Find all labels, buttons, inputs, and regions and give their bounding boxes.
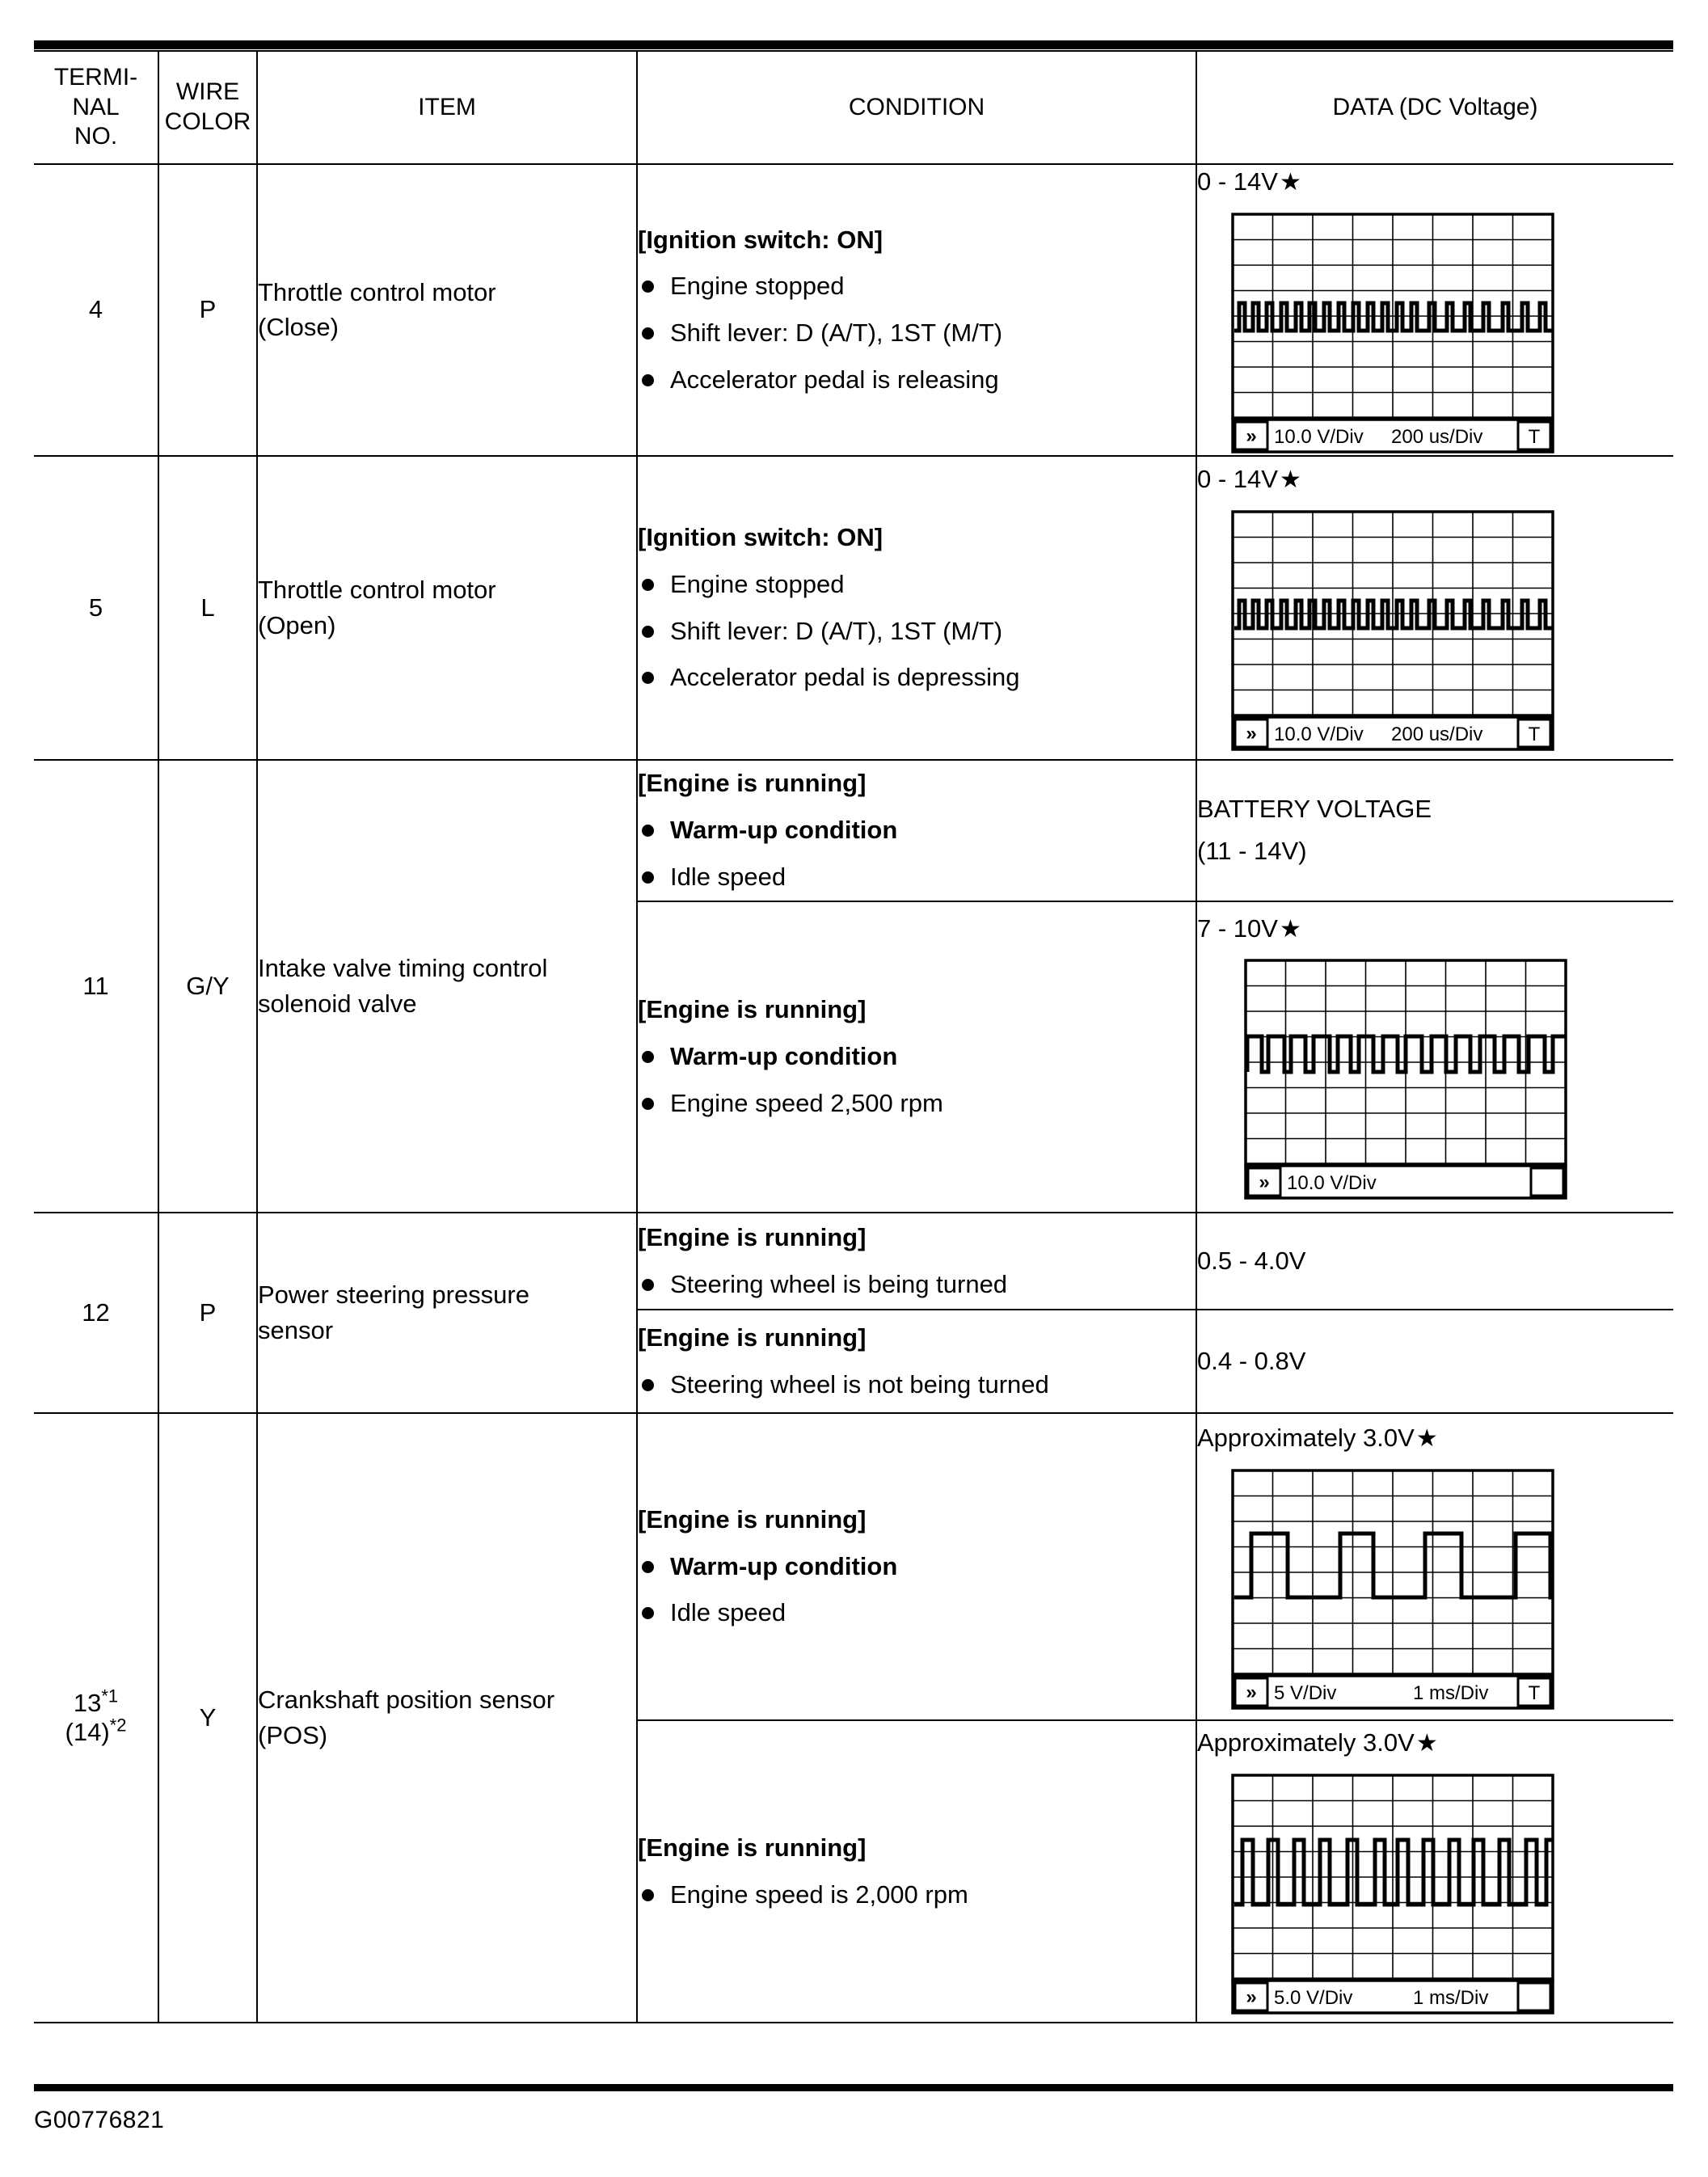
list-item: Idle speed [638,860,1196,894]
terminal-no-line2: NAL [72,93,120,120]
condition-bullet-list [638,567,1196,695]
condition-bullet-list [638,1368,1196,1402]
list-item: Engine stopped [638,269,1196,303]
table-body [34,164,1673,2023]
scope-time-per-div: 1 ms/Div [1413,1986,1489,2009]
list-item: Steering wheel is being turned [638,1268,1196,1302]
oscilloscope-waveform [1231,213,1673,455]
cell-item [257,164,637,456]
condition-heading: [Engine is running] [638,1323,867,1352]
star-icon: ★ [1415,1425,1438,1453]
data-voltage-value [1197,1726,1673,1761]
scope-svg [1231,213,1579,455]
voltage-text: Approximately 3.0V [1197,1424,1415,1453]
cell-data [1196,1213,1673,1310]
table-row [34,1213,1673,1310]
cell-terminal-no: 12 [34,1213,158,1413]
item-line1: Power steering pressure [258,1280,529,1310]
condition-bullet-list [638,1878,1196,1912]
voltage-text: 7 - 10V [1197,913,1278,943]
star-icon: ★ [1279,169,1301,196]
cell-data [1196,1413,1673,1720]
col-header-wire-color [158,51,257,164]
cell-wire-color: G/Y [158,760,257,1213]
table-row [34,760,1673,901]
scope-volts-per-div: 5.0 V/Div [1274,1986,1353,2009]
cell-terminal-no: 4 [34,164,158,456]
scope-marker-icon: » [1246,424,1257,447]
item-line1: Intake valve timing control [258,954,548,983]
scope-volts-per-div: 10.0 V/Div [1274,425,1364,448]
data-line-2: (11 - 14V) [1197,837,1307,865]
voltage-text: 0 - 14V [1197,167,1278,196]
cell-terminal-no [34,1413,158,2023]
item-line2: sensor [258,1315,334,1344]
item-line2: solenoid valve [258,989,417,1018]
col-header-condition: CONDITION [637,51,1196,164]
data-voltage-value [1197,165,1673,200]
figure-reference-code: G00776821 [34,2107,165,2133]
condition-bullet-list [638,269,1196,397]
scope-trigger-label: T [1528,723,1541,745]
table-row [34,164,1673,456]
cell-condition [637,1413,1196,1720]
condition-bullet-list [638,1268,1196,1302]
cell-condition [637,164,1196,456]
list-item: Shift lever: D (A/T), 1ST (M/T) [638,614,1196,648]
data-line-1: BATTERY VOLTAGE [1197,795,1432,824]
cell-condition [637,1310,1196,1413]
item-line2: (POS) [258,1720,328,1749]
cell-wire-color: P [158,1213,257,1413]
cell-terminal-no: 5 [34,456,158,760]
condition-heading: [Ignition switch: ON] [638,522,884,551]
condition-heading: [Ignition switch: ON] [638,225,884,254]
list-item: Shift lever: D (A/T), 1ST (M/T) [638,316,1196,350]
list-item: Engine speed is 2,000 rpm [638,1878,1196,1912]
cell-condition [637,760,1196,901]
col-header-data: DATA (DC Voltage) [1196,51,1673,164]
cell-data [1196,456,1673,760]
oscilloscope-waveform [1231,1469,1673,1711]
wire-color-line2: COLOR [164,108,251,135]
col-header-item: ITEM [257,51,637,164]
item-line2: (Open) [258,610,336,639]
cell-data [1196,1310,1673,1413]
cell-wire-color: P [158,164,257,456]
cell-item [257,760,637,1213]
condition-bullet-list [638,1040,1196,1120]
scope-svg [1231,1774,1579,2016]
data-voltage-value [1197,1421,1673,1456]
col-header-terminal-no [34,51,158,164]
item-line1: Throttle control motor [258,576,496,605]
condition-heading: [Engine is running] [638,995,867,1024]
terminal-footnote-2: *2 [109,1715,127,1736]
terminal-no-line3: NO. [74,123,118,150]
cell-data [1196,901,1673,1213]
data-voltage-value: 0.5 - 4.0V [1197,1246,1306,1275]
condition-heading: [Engine is running] [638,1833,867,1862]
cell-item [257,1213,637,1413]
terminal-footnote-1: *1 [101,1685,119,1707]
star-icon: ★ [1279,915,1301,943]
table-top-rule [34,40,1673,49]
condition-heading: [Engine is running] [638,769,867,798]
scope-time-per-div: 200 us/Div [1391,425,1483,448]
scope-marker-icon: » [1246,1985,1257,2008]
scope-marker-icon: » [1246,1681,1257,1703]
terminal-spec-table [34,50,1673,2023]
spec-table-wrapper [34,50,1673,2023]
scope-volts-per-div: 5 V/Div [1274,1681,1337,1704]
scope-volts-per-div: 10.0 V/Div [1287,1172,1377,1195]
list-item: Accelerator pedal is releasing [638,363,1196,397]
list-item: Idle speed [638,1596,1196,1630]
table-row [34,1413,1673,1720]
terminal-line2 [34,1715,158,1747]
list-item: Warm-up condition [638,1040,1196,1074]
list-item: Steering wheel is not being turned [638,1368,1196,1402]
cell-condition [637,901,1196,1213]
cell-wire-color: L [158,456,257,760]
cell-data [1196,760,1673,901]
list-item: Warm-up condition [638,813,1196,847]
terminal-line1 [34,1685,158,1718]
star-icon: ★ [1415,1730,1438,1757]
oscilloscope-waveform [1244,959,1673,1201]
terminal-no-line1: TERMI- [53,64,138,91]
oscilloscope-waveform [1231,510,1673,753]
item-line1: Crankshaft position sensor [258,1685,555,1715]
scope-marker-icon: » [1259,1171,1270,1194]
cell-data [1196,164,1673,456]
item-line2: (Close) [258,313,339,342]
data-voltage-value [1197,462,1673,497]
scope-marker-icon: » [1246,722,1257,745]
cell-terminal-no: 11 [34,760,158,1213]
scope-svg [1231,510,1579,753]
condition-bullet-list [638,813,1196,894]
cell-condition [637,1720,1196,2023]
cell-data [1196,1720,1673,2023]
table-header [34,51,1673,164]
item-line1: Throttle control motor [258,277,496,306]
scope-time-per-div: 200 us/Div [1391,723,1483,745]
list-item: Engine stopped [638,567,1196,601]
cell-condition [637,1213,1196,1310]
terminal-number: 13 [73,1688,102,1717]
cell-condition [637,456,1196,760]
wire-color-line1: WIRE [175,78,240,106]
list-item: Warm-up condition [638,1550,1196,1584]
data-voltage-value [1197,912,1673,947]
condition-heading: [Engine is running] [638,1222,867,1251]
voltage-text: Approximately 3.0V [1197,1728,1415,1757]
scope-trigger-label: T [1528,1681,1541,1704]
table-row [34,456,1673,760]
data-voltage-value: 0.4 - 0.8V [1197,1346,1306,1375]
scope-time-per-div: 1 ms/Div [1413,1681,1489,1704]
condition-heading: [Engine is running] [638,1504,867,1534]
scope-trigger-label: T [1528,425,1541,448]
scope-svg [1244,959,1592,1201]
scope-svg [1231,1469,1579,1711]
list-item: Engine speed 2,500 rpm [638,1086,1196,1120]
cell-item [257,1413,637,2023]
header-row [34,51,1673,164]
cell-wire-color: Y [158,1413,257,2023]
condition-bullet-list [638,1550,1196,1631]
cell-item [257,456,637,760]
scope-volts-per-div: 10.0 V/Div [1274,723,1364,745]
oscilloscope-waveform [1231,1774,1673,2016]
list-item: Accelerator pedal is depressing [638,660,1196,694]
table-bottom-rule [34,2084,1673,2091]
voltage-text: 0 - 14V [1197,465,1278,494]
terminal-number-alt: (14) [65,1717,110,1746]
star-icon: ★ [1279,466,1301,494]
